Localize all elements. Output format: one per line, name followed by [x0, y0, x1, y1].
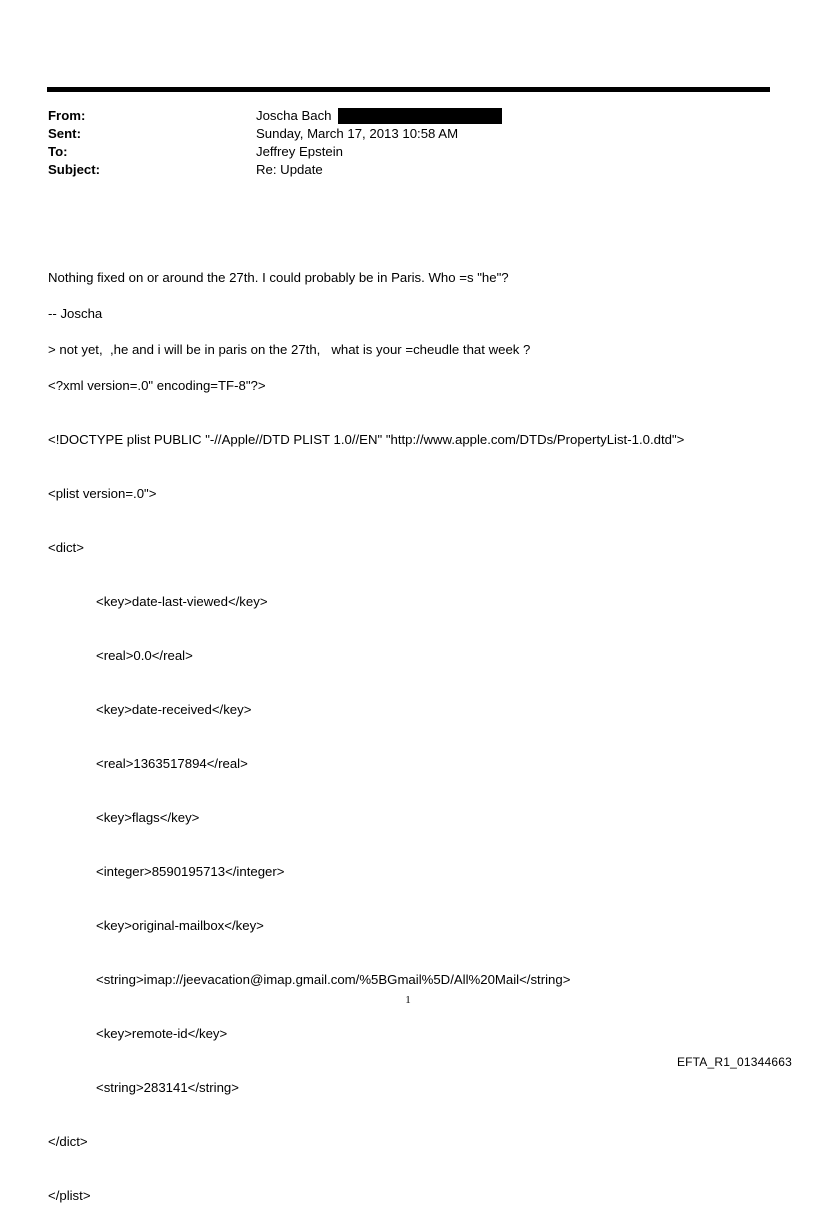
plist-doctype: <!DOCTYPE plist PUBLIC "-//Apple//DTD PLIST 1.0//EN" "http://www.apple.com/DTDs/PropertyList-1.0.dtd"> [48, 432, 685, 447]
sent-row [48, 125, 748, 143]
to-row [48, 143, 748, 161]
sent-value: Sunday, March 17, 2013 10:58 AM [256, 126, 459, 141]
plist-block [48, 341, 778, 1223]
redaction-bar [338, 108, 502, 124]
plist-entry: <integer>8590195713</integer> [96, 864, 285, 879]
from-name: Joscha Bach [256, 108, 332, 123]
plist-entry: <key>remote-id</key> [96, 1026, 228, 1041]
plist-entry: <key>date-received</key> [96, 702, 252, 717]
from-row [48, 107, 748, 125]
plist-entry: <real>0.0</real> [96, 648, 193, 663]
from-label: From: [48, 108, 86, 123]
quoted-line: > not yet, ,he and i will be in paris on the 27th, what is your =cheudle that week ? [48, 342, 531, 357]
plist-entry: <string>imap://jeevacation@imap.gmail.com/%5BGmail%5D/All%20Mail</string> [96, 972, 571, 987]
message-line: Nothing fixed on or around the 27th. I could probably be in Paris. Who =s "he"? [48, 270, 509, 285]
subject-label: Subject: [48, 162, 101, 177]
plist-entry: <key>original-mailbox</key> [96, 918, 264, 933]
dict-close-tag: </dict> [48, 1134, 88, 1149]
sent-label: Sent: [48, 126, 81, 141]
plist-entry: <key>flags</key> [96, 810, 200, 825]
plist-entry: <real>1363517894</real> [96, 756, 248, 771]
plist-open-tag: <plist version=.0"> [48, 486, 157, 501]
email-header [48, 107, 748, 179]
to-label: To: [48, 144, 68, 159]
signature: -- Joscha [48, 306, 103, 321]
document-id: EFTA_R1_01344663 [676, 1055, 792, 1069]
plist-entry: <key>date-last-viewed</key> [96, 594, 268, 609]
dict-open-tag: <dict> [48, 540, 84, 555]
page-number: 1 [405, 994, 411, 1006]
from-value [256, 107, 502, 125]
plist-entry: <string>283141</string> [96, 1080, 239, 1095]
subject-row [48, 161, 748, 179]
header-divider [47, 87, 770, 92]
subject-value: Re: Update [256, 162, 323, 177]
to-value: Jeffrey Epstein [256, 144, 343, 159]
plist-xml-declaration: <?xml version=.0" encoding=TF-8"?> [48, 378, 266, 393]
plist-close-tag: </plist> [48, 1188, 91, 1203]
